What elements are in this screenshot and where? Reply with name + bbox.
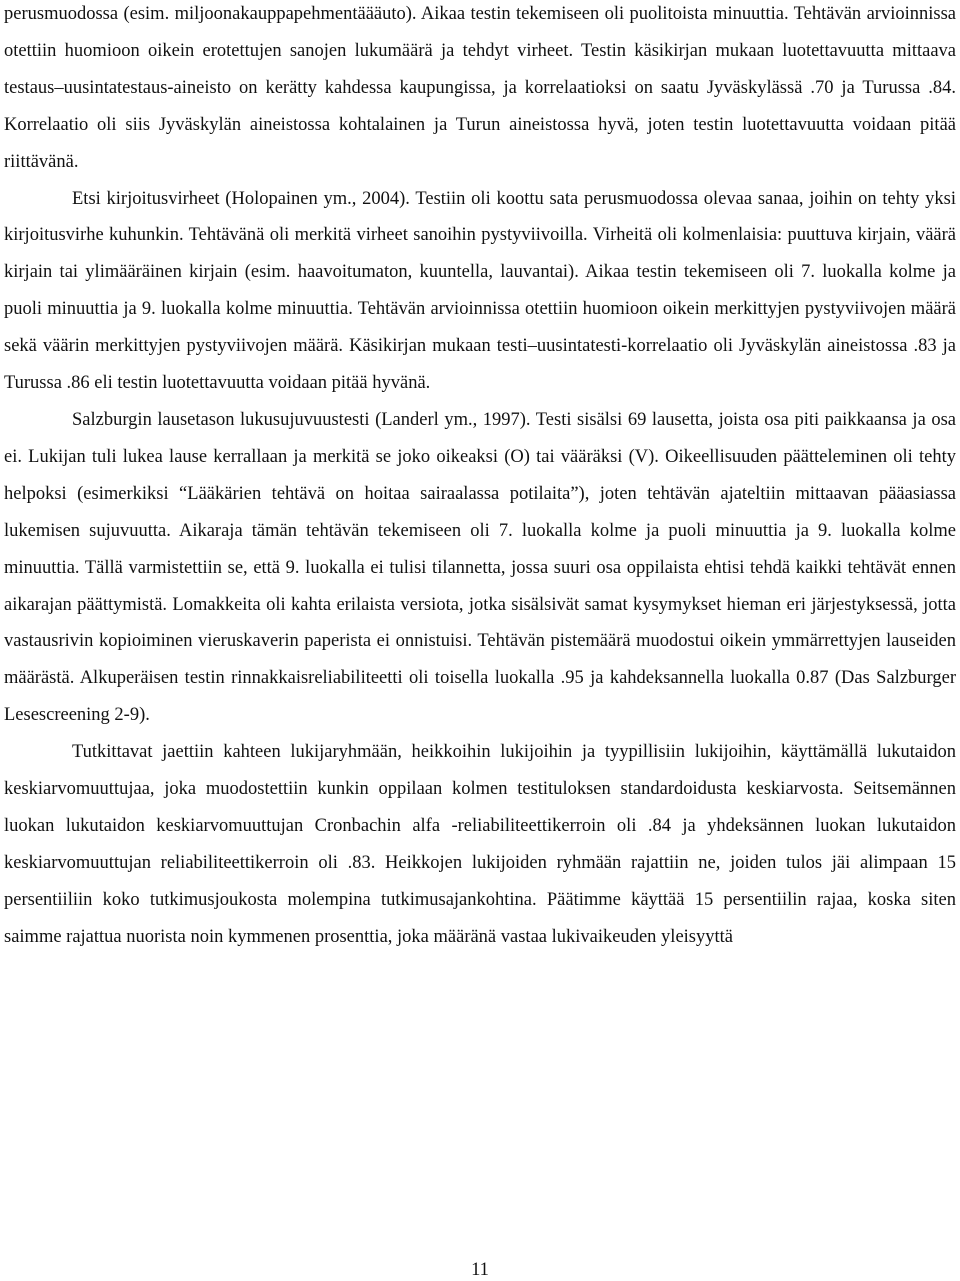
- paragraph-spelling-errors-test: Etsi kirjoitusvirheet (Holopainen ym., 2004). Testiin oli koottu sata perusmuodossa olevaa sanaa, joihin on tehty yksi kirjoitusvirhe kuhunkin. Tehtävänä oli merkitä virheet sanoihin pystyviivoilla. Virheitä oli kolmenlaisia: puuttuva kirjain, väärä kirjain tai ylimääräinen kirjain (esim. haavoitumaton, kuuntella, lauvantai). Aikaa testin tekemiseen oli 7. luokalla kolme ja puoli minuuttia ja 9. luokalla kolme minuuttia. Tehtävän arvioinnissa otettiin huomioon oikein merkittyjen pystyviivojen määrä sekä väärin merkittyjen pystyviivojen määrä. Käsikirjan mukaan testi–uusintatesti-korrelaatio oli Jyväskylän aineistossa .83 ja Turussa .86 eli testin luotettavuutta voidaan pitää hyvänä.: [4, 188, 956, 394]
- paragraph-test-description-continued: perusmuodossa (esim. miljoonakauppapehmentäääuto). Aikaa testin tekemiseen oli puolitoista minuuttia. Tehtävän arvioinnissa otettiin huomioon oikein erotettujen sanojen lukumäärä ja tehdyt virheet. Testin käsikirjan mukaan luotettavuutta mittaava testaus–uusintatestaus-aineisto on kerätty kahdessa kaupungissa, ja korrelaatioksi on saatu Jyväskylässä .70 ja Turussa .84. Korrelaatio oli siis Jyväskylän aineistossa kohtalainen ja Turun aineistossa hyvä, joten testin luotettavuutta voidaan pitää riittävänä.: [4, 4, 956, 172]
- paragraph-reader-groups: Tutkittavat jaettiin kahteen lukijaryhmään, heikkoihin lukijoihin ja tyypillisiin lukijoihin, käyttämällä lukutaidon keskiarvomuuttujaa, joka muodostettiin kunkin oppilaan kolmen testituloksen standardoidusta keskiarvosta. Seitsemännen luokan lukutaidon keskiarvomuuttujan Cronbachin alfa -reliabiliteettikerroin oli .84 ja yhdeksännen luokan lukutaidon keskiarvomuuttujan reliabiliteettikerroin oli .83. Heikkojen lukijoiden ryhmään rajattiin ne, joiden tulos jäi alimpaan 15 persentiiliin koko tutkimusjoukosta molempina tutkimusajankohtina. Päätimme käyttää 15 persentiilin rajaa, koska siten saimme rajattua nuorista noin kymmenen prosenttia, joka määränä vastaa lukivaikeuden yleisyyttä: [4, 742, 956, 947]
- page-number: 11: [471, 1260, 489, 1280]
- paragraph-salzburg-reading-test: Salzburgin lausetason lukusujuvuustesti (Landerl ym., 1997). Testi sisälsi 69 lausetta, joista osa piti paikkaansa ja osa ei. Lukijan tuli lukea lause kerrallaan ja merkitä se joko oikeaksi (O) tai vääräksi (V). Oikeellisuuden päätteleminen oli tehty helpoksi (esimerkiksi “Lääkärien tehtävä on hoitaa sairaalassa potilaita”), joten tehtävän ajateltiin mittaavan pääasiassa lukemisen sujuvuutta. Aikaraja tämän tehtävän tekemiseen oli 7. luokalla kolme ja puoli minuuttia ja 9. luokalla kolme minuuttia. Tällä varmistettiin se, että 9. luokalla ei tulisi tilannetta, jossa suuri osa oppilaista ehtisi tehdä kaikki tehtävät ennen aikarajan päättymistä. Lomakkeita oli kahta erilaista versiota, jotka sisälsivät samat kysymykset hieman eri järjestyksessä, jotta vastausrivin kopioiminen vieruskaverin paperista ei onnistuisi. Tehtävän pistemäärä muodostui oikein ymmärrettyjen lauseiden määrästä. Alkuperäisen testin rinnakkaisreliabiliteetti oli toisella luokalla .95 ja kahdeksannella luokalla 0.87 (Das Salzburger Lesescreening 2-9).: [4, 409, 956, 726]
- body-text: [4, 0, 956, 956]
